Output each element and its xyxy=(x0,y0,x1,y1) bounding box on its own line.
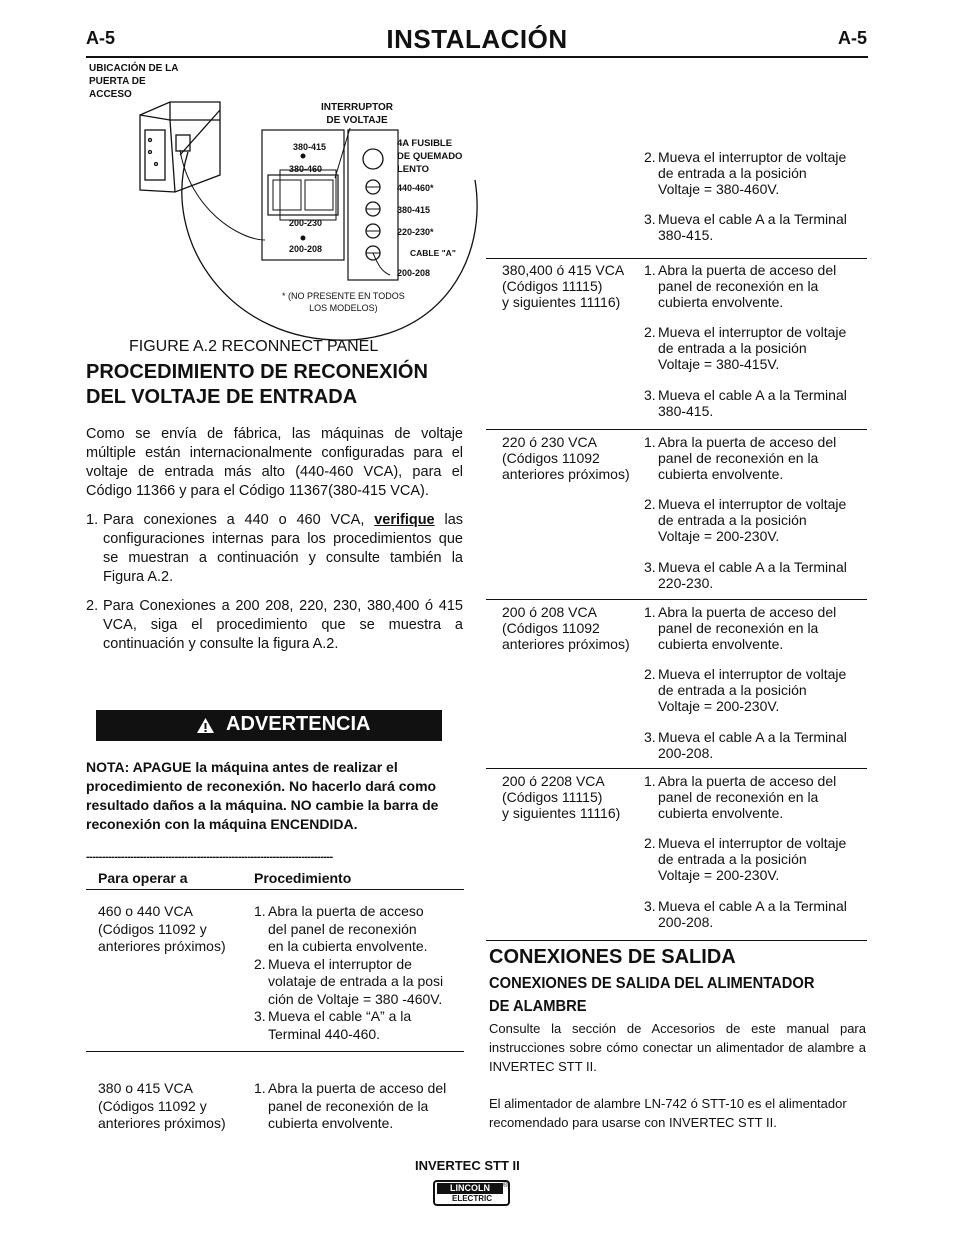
table-row-rule xyxy=(86,1051,464,1052)
page-number-right: A-5 xyxy=(838,28,868,48)
table-row-460-voltage: 460 o 440 VCA (Códigos 11092 y anteriores próximos) xyxy=(98,903,226,954)
table-header-rule xyxy=(86,889,464,890)
page-number-left: A-5 xyxy=(86,28,116,48)
dashed-separator: ------------------------------------------------------------------------------ xyxy=(86,851,333,863)
voltage-switch-label: INTERRUPTOR DE VOLTAJE xyxy=(320,102,394,126)
table-row-380-steps: 1. Abra la puerta de acceso del panel de reconexión de la cubierta envolvente. xyxy=(254,1080,447,1131)
door-location-label: UBICACIÓN DE LA PUERTA DE ACCESO xyxy=(89,63,179,100)
lincoln-electric-logo: LINCOLN ® ELECTRIC xyxy=(433,1180,510,1206)
footer-product-name: INVERTEC STT II xyxy=(415,1158,520,1173)
machine-icon xyxy=(140,102,220,192)
fuse-label: 4A FUSIBLE DE QUEMADO LENTO xyxy=(397,138,463,175)
table-header-procedure: Procedimiento xyxy=(254,870,352,886)
right-row-rule xyxy=(486,599,867,600)
output-paragraph-2: El alimentador de alambre LN-742 ó STT-10 es el alimentador recomendado para usarse con INVERTEC STT II. xyxy=(489,1096,847,1130)
switch-position-200-230: 200-230 xyxy=(289,218,323,228)
right-row-rule xyxy=(486,940,867,941)
right-row-rule xyxy=(486,768,867,769)
section-heading-output: CONEXIONES DE SALIDA xyxy=(489,946,736,968)
table-row-460-steps: 1. Abra la puerta de acceso del panel de reconexión en la cubierta envolvente. 2. Mueva el interruptor de volataje de entrada a la posi ción de Voltaje = 380 -460V. 3. Mueva el cable “A” a la Terminal 440-460. xyxy=(254,903,444,1042)
right-row-200-2208-steps: 1. Abra la puerta de acceso del panel de reconexión en la cubierta envolvente. 2. Mueva el interruptor de voltaje de entrada a la posición Voltaje = 200-230V. 3. Mueva el cable A a la Terminal 200-208. xyxy=(644,773,847,930)
switch-position-380-460: 380-460 xyxy=(289,164,323,174)
switch-position-200-208: 200-208 xyxy=(289,244,323,254)
right-row-200-2208-voltage: 200 ó 2208 VCA (Códigos 11115) y siguientes 11116) xyxy=(502,773,621,821)
right-row-220-230-steps: 1. Abra la puerta de acceso del panel de reconexión en la cubierta envolvente. 2. Mueva el interruptor de voltaje de entrada a la posición Voltaje = 200-230V. 3. Mueva el cable A a la Terminal 220-230. xyxy=(644,434,847,591)
terminal-380-415: 380-415 xyxy=(397,205,431,215)
intro-paragraph: Como se envía de fábrica, las máquinas de voltaje múltiple están internacionalmente configuradas para el voltaje de entrada más alto (440-460 VCA), para el Código 11366 y para el Código 11367(380-415 VCA). xyxy=(86,426,463,499)
figure-caption: FIGURE A.2 RECONNECT PANEL xyxy=(129,338,379,355)
terminal-220-230: 220-230* xyxy=(397,227,434,237)
warning-note: NOTA: APAGUE la máquina antes de realizar el procedimiento de reconexión. No hacerlo dará como resultado daños a la máquina. NO cambie la barra de reconexión con la máquina ENCENDIDA. xyxy=(86,759,439,832)
figure-footnote: * (NO PRESENTE EN TODOS LOS MODELOS) xyxy=(282,291,405,313)
cable-a-label: CABLE "A" xyxy=(410,248,456,258)
warning-title: ADVERTENCIA xyxy=(226,713,371,735)
right-continuation-steps: 2. Mueva el interruptor de voltaje de entrada a la posición Voltaje = 380-460V. 3. Mueva el cable A a la Terminal 380-415. xyxy=(644,149,847,244)
warning-banner xyxy=(96,710,442,741)
subheading-wire-feeder: CONEXIONES DE SALIDA DEL ALIMENTADOR DE ALAMBRE xyxy=(489,975,815,1015)
right-row-220-230-voltage: 220 ó 230 VCA (Códigos 11092 anteriores próximos) xyxy=(502,434,630,482)
procedure-item-1: 1. Para conexiones a 440 o 460 VCA, verifique las configuraciones internas para los procedimientos que se muestran a continuación y consulte también la Figura A.2. xyxy=(86,512,464,585)
right-row-rule xyxy=(486,258,867,259)
table-row-380-voltage: 380 o 415 VCA (Códigos 11092 y anteriores próximos) xyxy=(98,1080,226,1131)
table-header-operate: Para operar a xyxy=(98,870,188,886)
output-paragraph-1: Consulte la sección de Accesorios de este manual para instrucciones sobre cómo conectar un alimentador de alambre a INVERTEC STT II. xyxy=(489,1021,866,1074)
right-row-380-415-steps: 1. Abra la puerta de acceso del panel de reconexión en la cubierta envolvente. 2. Mueva el interruptor de voltaje de entrada a la posición Voltaje = 380-415V. 3. Mueva el cable A a la Terminal 380-415. xyxy=(644,262,847,419)
section-heading-reconnect: PROCEDIMIENTO DE RECONEXIÓN DEL VOLTAJE DE ENTRADA xyxy=(86,361,428,408)
header-rule xyxy=(86,56,868,58)
right-row-380-415-voltage: 380,400 ó 415 VCA (Códigos 11115) y siguientes 11116) xyxy=(502,262,625,310)
right-row-200-208-voltage: 200 ó 208 VCA (Códigos 11092 anteriores próximos) xyxy=(502,604,630,652)
warning-triangle-icon xyxy=(196,717,215,734)
terminal-440-460: 440-460* xyxy=(397,183,434,193)
terminal-200-208: 200-208 xyxy=(397,268,431,278)
right-row-rule xyxy=(486,429,867,430)
right-row-200-208-steps: 1. Abra la puerta de acceso del panel de reconexión en la cubierta envolvente. 2. Mueva el interruptor de voltaje de entrada a la posición Voltaje = 200-230V. 3. Mueva el cable A a la Terminal 200-208. xyxy=(644,604,847,761)
procedure-item-2: 2. Para Conexiones a 200 208, 220, 230, 380,400 ó 415 VCA, siga el procedimiento que se muestra a continuación y consulte la figura A.2. xyxy=(86,598,463,652)
switch-position-380-415: 380-415 xyxy=(293,142,327,152)
page-title: INSTALACIÓN xyxy=(386,24,568,54)
